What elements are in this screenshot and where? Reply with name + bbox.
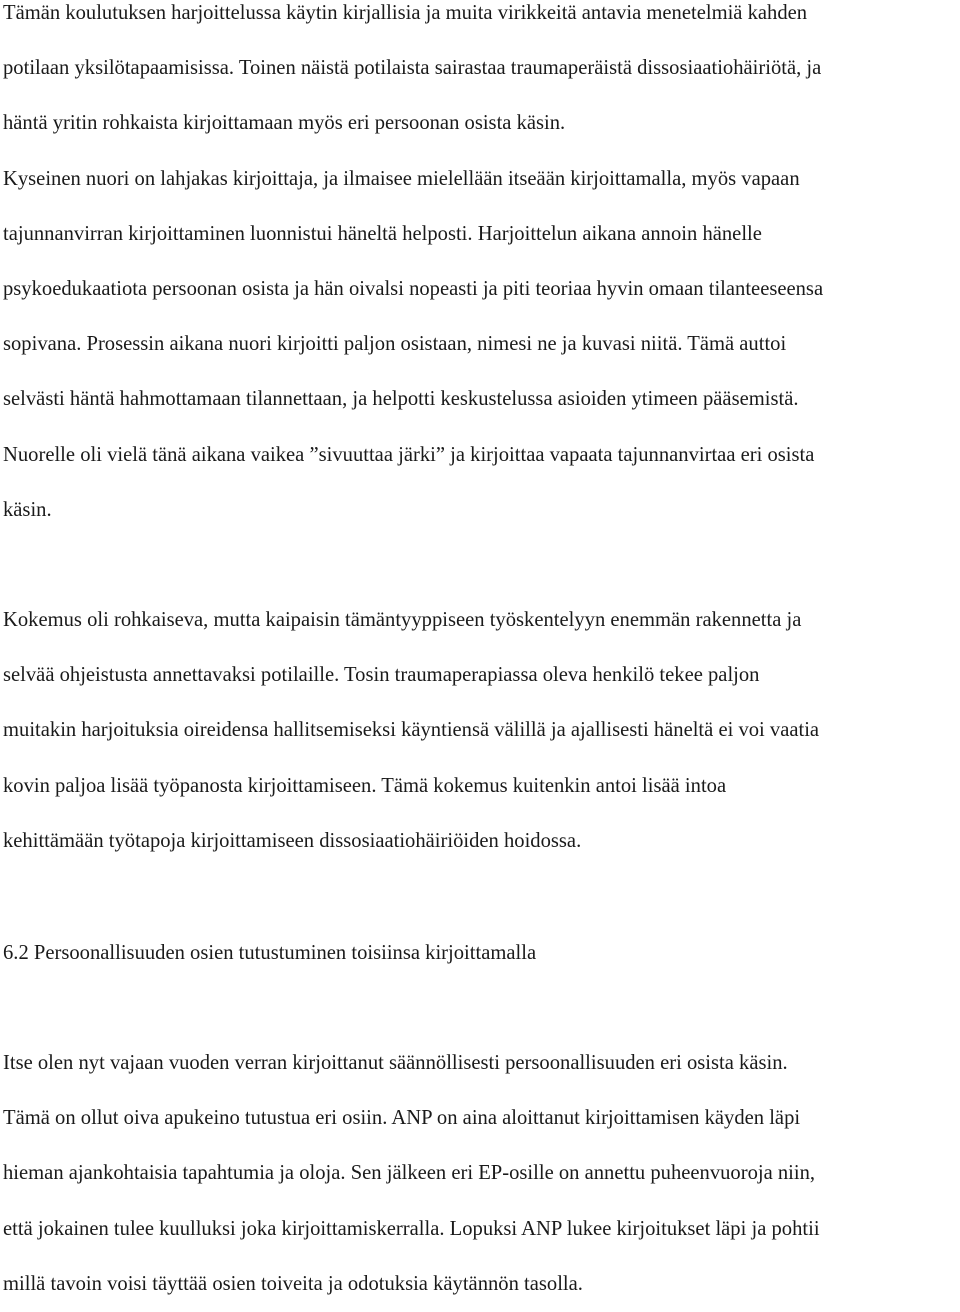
paragraph-kokemus bbox=[3, 593, 819, 869]
text-line: että jokainen tulee kuulluksi joka kirjoittamiskerralla. Lopuksi ANP lukee kirjoitukset läpi ja pohtii bbox=[3, 1217, 820, 1240]
text-line: häntä yritin rohkaista kirjoittamaan myös eri persoonan osista käsin. bbox=[3, 112, 566, 135]
text-line: selvästi häntä hahmottamaan tilannettaan, ja helpotti keskustelussa asioiden ytimeen pääsemistä. bbox=[3, 388, 799, 411]
text-line: selvää ohjeistusta annettavaksi potilaille. Tosin traumaperapiassa oleva henkilö tekee paljon bbox=[3, 664, 760, 687]
text-line: kehittämään työtapoja kirjoittamiseen dissosiaatiohäiriöiden hoidossa. bbox=[3, 829, 582, 852]
text-line: Tämä on ollut oiva apukeino tutustua eri osiin. ANP on aina aloittanut kirjoittamisen käyden läpi bbox=[3, 1107, 801, 1130]
text-line: psykoedukaatiota persoonan osista ja hän oivalsi nopeasti ja piti teoriaa hyvin omaan tilanteeseensa bbox=[3, 277, 824, 300]
text-line: Nuorelle oli vielä tänä aikana vaikea ”sivuuttaa järki” ja kirjoittaa vapaata tajunnanvirtaa eri osista bbox=[3, 443, 815, 466]
text-line: hieman ajankohtaisia tapahtumia ja oloja. Sen jälkeen eri EP-osille on annettu puheenvuoroja niin, bbox=[3, 1162, 816, 1185]
text-line: potilaan yksilötapaamisissa. Toinen näistä potilaista sairastaa traumaperäistä dissosiaatiohäiriötä, ja bbox=[3, 57, 822, 80]
section-heading: 6.2 Persoonallisuuden osien tutustuminen toisiinsa kirjoittamalla bbox=[3, 942, 537, 964]
text-line: Kokemus oli rohkaiseva, mutta kaipaisin tämäntyyppiseen työskentelyyn enemmän rakennetta ja bbox=[3, 609, 802, 631]
text-line: Tämän koulutuksen harjoittelussa käytin kirjallisia ja muita virikkeitä antavia menetelmiä kahden bbox=[3, 2, 808, 24]
text-line: Kyseinen nuori on lahjakas kirjoittaja, ja ilmaisee mielellään itseään kirjoittamalla, myös vapaan bbox=[3, 167, 800, 190]
paragraph-harjoittelu bbox=[3, 0, 823, 538]
text-line: tajunnanvirran kirjoittaminen luonnistui häneltä helposti. Harjoittelun aikana annoin hänelle bbox=[3, 222, 762, 245]
text-line: kovin paljoa lisää työpanosta kirjoittamiseen. Tämä kokemus kuitenkin antoi lisää intoa bbox=[3, 774, 727, 797]
text-line: sopivana. Prosessin aikana nuori kirjoitti paljon osistaan, nimesi ne ja kuvasi niitä. Tämä auttoi bbox=[3, 333, 787, 356]
paragraph-itse-olen bbox=[3, 1036, 820, 1312]
text-line: muitakin harjoituksia oireidensa hallitsemiseksi käyntiensä välillä ja ajallisesti häneltä ei voi vaatia bbox=[3, 719, 820, 742]
text-line: käsin. bbox=[3, 498, 52, 521]
text-line: millä tavoin voisi täyttää osien toiveita ja odotuksia käytännön tasolla. bbox=[3, 1272, 583, 1295]
text-line: Itse olen nyt vajaan vuoden verran kirjoittanut säännöllisesti persoonallisuuden eri osista käsin. bbox=[3, 1052, 788, 1074]
